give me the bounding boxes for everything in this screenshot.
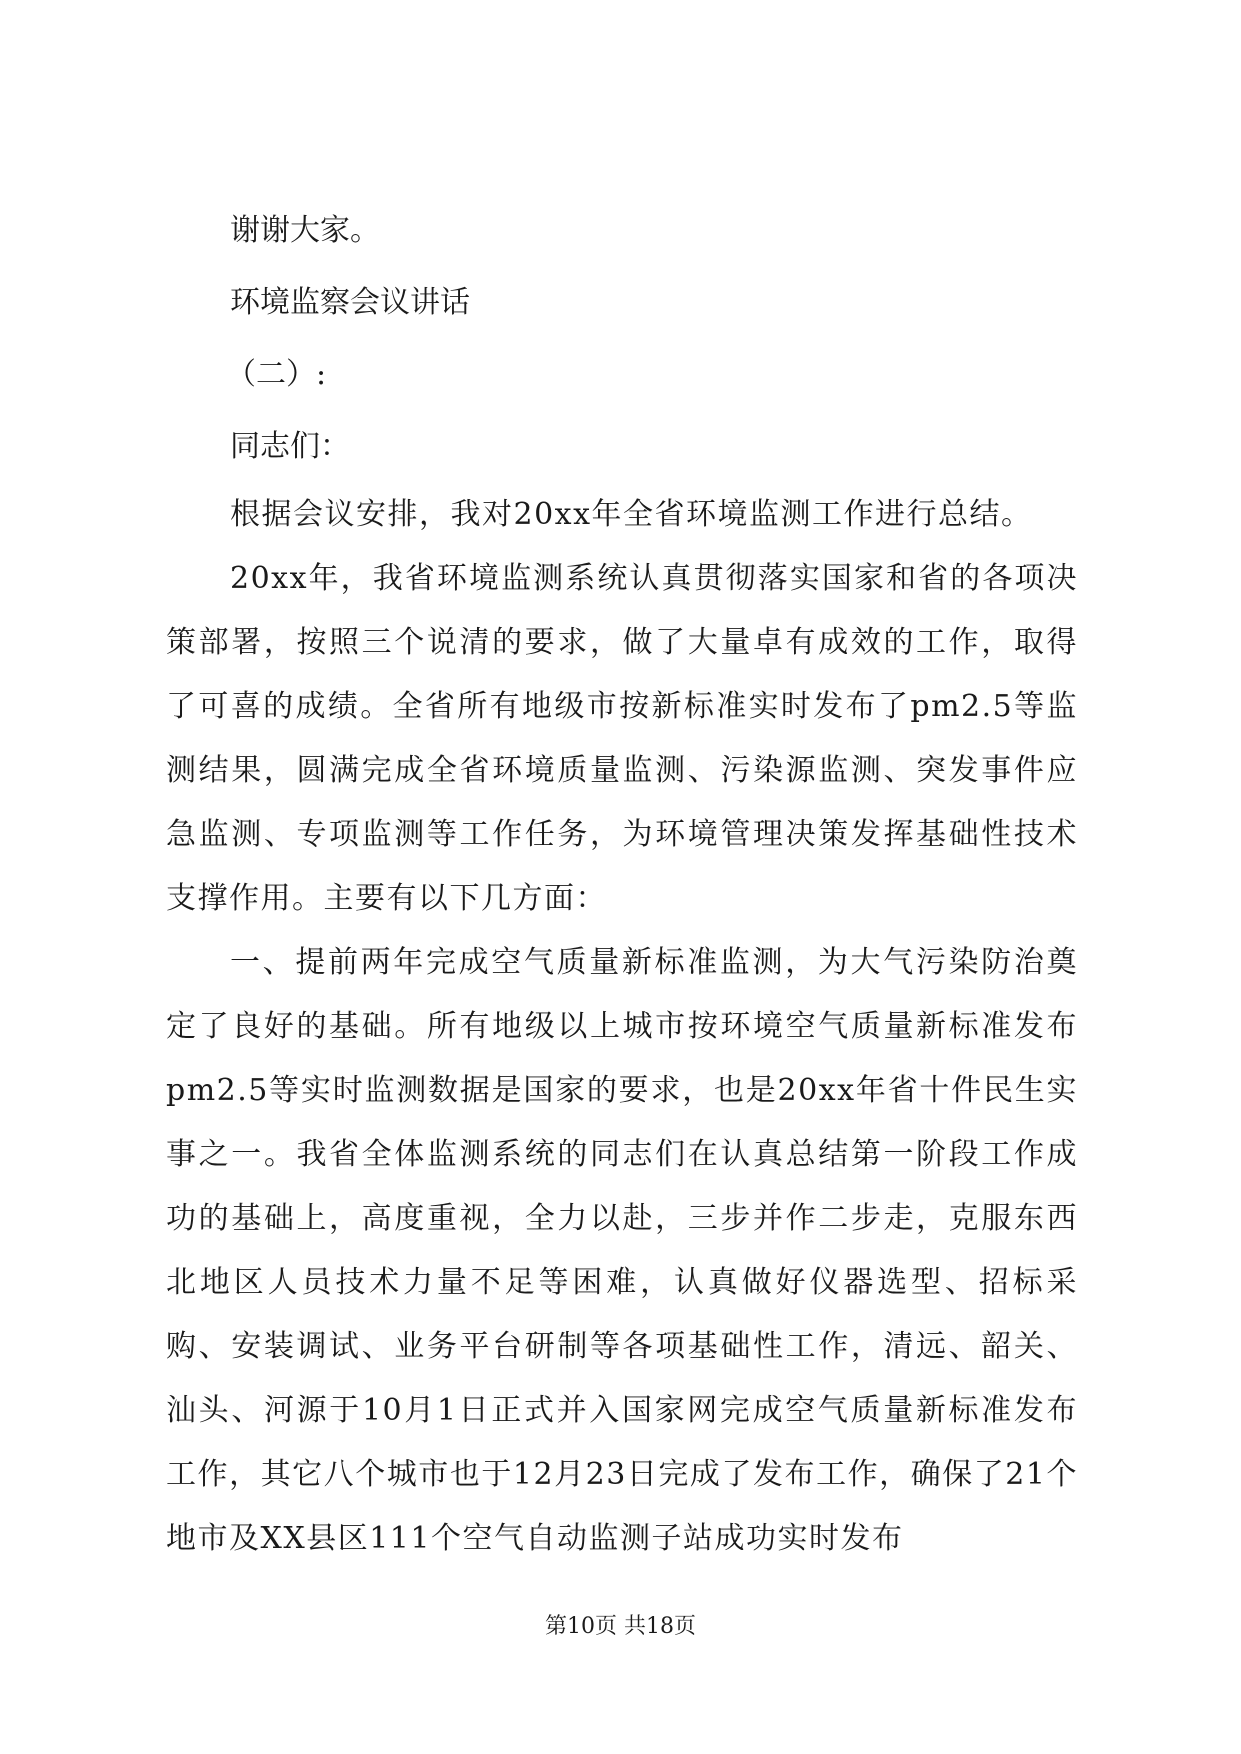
paragraph-point-one: 一、提前两年完成空气质量新标准监测，为大气污染防治奠定了良好的基础。所有地级以上城市按环境空气质量新标准发布pm2.5等实时监测数据是国家的要求，也是20xx年省十件民生实事之一。我省全体监测系统的同志们在认真总结第一阶段工作成功的基础上，高度重视，全力以赴，三步并作二步走，克服东西北地区人员技术力量不足等困难，认真做好仪器选型、招标采购、安装调试、业务平台研制等各项基础性工作，清远、韶关、汕头、河源于10月1日正式并入国家网完成空气质量新标准发布工作，其它八个城市也于12月23日完成了发布工作，确保了21个地市及XX县区111个空气自动监测子站成功实时发布 [166, 945, 1078, 1556]
page-footer: 第10页 共18页 [545, 1614, 696, 1639]
section-number: （二）: [226, 357, 327, 392]
document-body [166, 195, 1078, 1571]
salutation: 同志们： [230, 429, 350, 464]
paragraph-overview: 20xx年，我省环境监测系统认真贯彻落实国家和省的各项决策部署，按照三个说清的要求，做了大量卓有成效的工作，取得了可喜的成绩。全省所有地级市按新标准实时发布了pm2.5等监测结果，圆满完成全省环境质量监测、污染源监测、突发事件应急监测、专项监测等工作任务，为环境管理决策发挥基础性技术支撑作用。主要有以下几方面： [166, 561, 1078, 916]
section-title: 环境监察会议讲话 [230, 285, 470, 320]
paragraph-intro: 根据会议安排，我对20xx年全省环境监测工作进行总结。 [230, 497, 1033, 532]
closing-line: 谢谢大家。 [230, 213, 380, 248]
